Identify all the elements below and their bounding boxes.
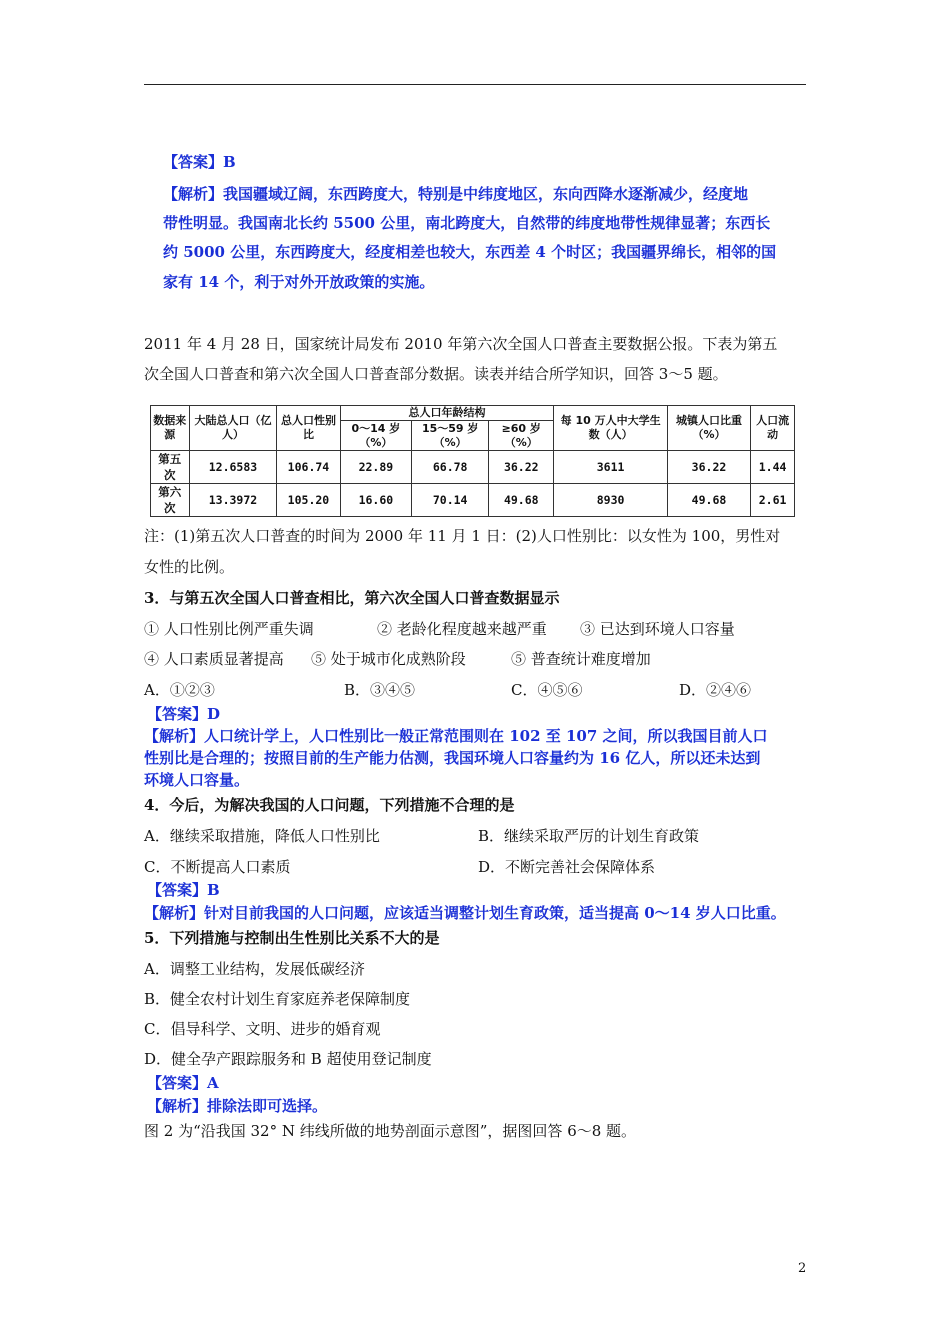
note-line-2: 女性的比例。: [144, 558, 235, 576]
th-age-60: ≥60 岁（%）: [489, 421, 554, 451]
intro-line-2: 次全国人口普查和第六次全国人口普查部分数据。读表并结合所学知识，回答 3～5 题。: [144, 365, 728, 383]
q3-item-1: ① 人口性别比例严重失调: [144, 620, 314, 638]
table-row: [151, 484, 795, 517]
table-cell: 第五次: [151, 451, 190, 484]
table-cell: 22.89: [340, 451, 412, 484]
table-cell: 106.74: [277, 451, 340, 484]
table-cell: 3611: [554, 451, 667, 484]
page-number: 2: [798, 1261, 807, 1276]
q5-answer: 【答案】A: [147, 1074, 219, 1092]
q4-option-c: C．不断提高人口素质: [144, 858, 291, 876]
q2-analysis-line-4: 家有 14 个，利于对外开放政策的实施。: [163, 273, 435, 291]
table-cell: 105.20: [277, 484, 340, 517]
q3-analysis-line-1: 【解析】人口统计学上，人口性别比一般正常范围则在 102 至 107 之间，所以我国目前人口: [144, 727, 768, 745]
table-row: [151, 451, 795, 484]
q4-analysis-line-1: 【解析】针对目前我国的人口问题，应该适当调整计划生育政策，适当提高 0～14 岁人口比重。: [144, 904, 786, 922]
q3-item-6: ⑤ 普查统计难度增加: [511, 650, 651, 668]
table-cell: 13.3972: [189, 484, 277, 517]
table-cell: 49.68: [489, 484, 554, 517]
q5-option-a: A．调整工业结构，发展低碳经济: [144, 960, 365, 978]
q5-stem: 5．下列措施与控制出生性别比关系不大的是: [144, 929, 440, 947]
q2-analysis-line-1: 【解析】我国疆域辽阔，东西跨度大，特别是中纬度地区，东向西降水逐渐减少，经度地: [163, 185, 749, 203]
q2-analysis-line-3: 约 5000 公里，东西跨度大，经度相差也较大，东西差 4 个时区；我国疆界绵长，相邻的国: [163, 243, 777, 261]
q4-stem: 4．今后，为解决我国的人口问题，下列措施不合理的是: [144, 796, 515, 814]
q3-option-c: C．④⑤⑥: [511, 681, 583, 699]
q3-item-3: ③ 已达到环境人口容量: [580, 620, 735, 638]
q3-stem: 3．与第五次全国人口普查相比，第六次全国人口普查数据显示: [144, 589, 560, 607]
th-flow: 人口流动: [751, 406, 795, 451]
table-cell: 2.61: [751, 484, 795, 517]
th-age: 总人口年龄结构: [340, 406, 554, 421]
q3-item-2: ② 老龄化程度越来越严重: [377, 620, 547, 638]
q2-analysis-line-2: 带性明显。我国南北长约 5500 公里，南北跨度大，自然带的纬度地带性规律显著；东西长: [163, 214, 771, 232]
q3-analysis-line-3: 环境人口容量。: [144, 771, 250, 789]
th-age-0-14: 0～14 岁（%）: [340, 421, 412, 451]
q3-option-d: D．②④⑥: [679, 681, 752, 699]
table-cell: 16.60: [340, 484, 412, 517]
table-cell: 36.22: [667, 451, 750, 484]
th-age-15-59: 15～59 岁（%）: [412, 421, 489, 451]
q5-analysis-line-1: 【解析】排除法即可选择。: [147, 1097, 328, 1115]
q5-option-d: D．健全孕产跟踪服务和 B 超使用登记制度: [144, 1050, 432, 1068]
figure-intro: 图 2 为“沿我国 32° N 纬线所做的地势剖面示意图”，据图回答 6～8 题。: [144, 1122, 637, 1140]
q2-answer: 【答案】B: [163, 153, 236, 171]
table-cell: 12.6583: [189, 451, 277, 484]
intro-line-1: 2011 年 4 月 28 日，国家统计局发布 2010 年第六次全国人口普查主要数据公报。下表为第五: [144, 335, 778, 353]
q3-item-5: ⑤ 处于城市化成熟阶段: [311, 650, 466, 668]
q4-answer: 【答案】B: [147, 881, 220, 899]
th-total: 大陆总人口（亿人）: [189, 406, 277, 451]
census-table: [150, 405, 795, 517]
table-cell: 36.22: [489, 451, 554, 484]
table-cell: 66.78: [412, 451, 489, 484]
q4-option-b: B．继续采取严厉的计划生育政策: [478, 827, 700, 845]
header-rule: [144, 84, 806, 85]
table-cell: 49.68: [667, 484, 750, 517]
q3-option-b: B．③④⑤: [344, 681, 416, 699]
q5-option-b: B．健全农村计划生育家庭养老保障制度: [144, 990, 411, 1008]
q3-option-a: A．①②③: [144, 681, 215, 699]
q4-option-a: A．继续采取措施，降低人口性别比: [144, 827, 380, 845]
q4-option-d: D．不断完善社会保障体系: [478, 858, 656, 876]
th-urban: 城镇人口比重（%）: [667, 406, 750, 451]
table-cell: 70.14: [412, 484, 489, 517]
table-cell: 8930: [554, 484, 667, 517]
q3-analysis-line-2: 性别比是合理的；按照目前的生产能力估测，我国环境人口容量约为 16 亿人，所以还未达到: [144, 749, 761, 767]
th-college: 每 10 万人中大学生数（人）: [554, 406, 667, 451]
q3-answer: 【答案】D: [147, 705, 221, 723]
table-cell: 第六次: [151, 484, 190, 517]
th-source: 数据来源: [151, 406, 190, 451]
table-cell: 1.44: [751, 451, 795, 484]
q3-item-4: ④ 人口素质显著提高: [144, 650, 284, 668]
note-line-1: 注：(1)第五次人口普查的时间为 2000 年 11 月 1 日：(2)人口性别比：以女性为 100，男性对: [144, 527, 781, 545]
q5-option-c: C．倡导科学、文明、进步的婚育观: [144, 1020, 381, 1038]
th-sex: 总人口性别比: [277, 406, 340, 451]
